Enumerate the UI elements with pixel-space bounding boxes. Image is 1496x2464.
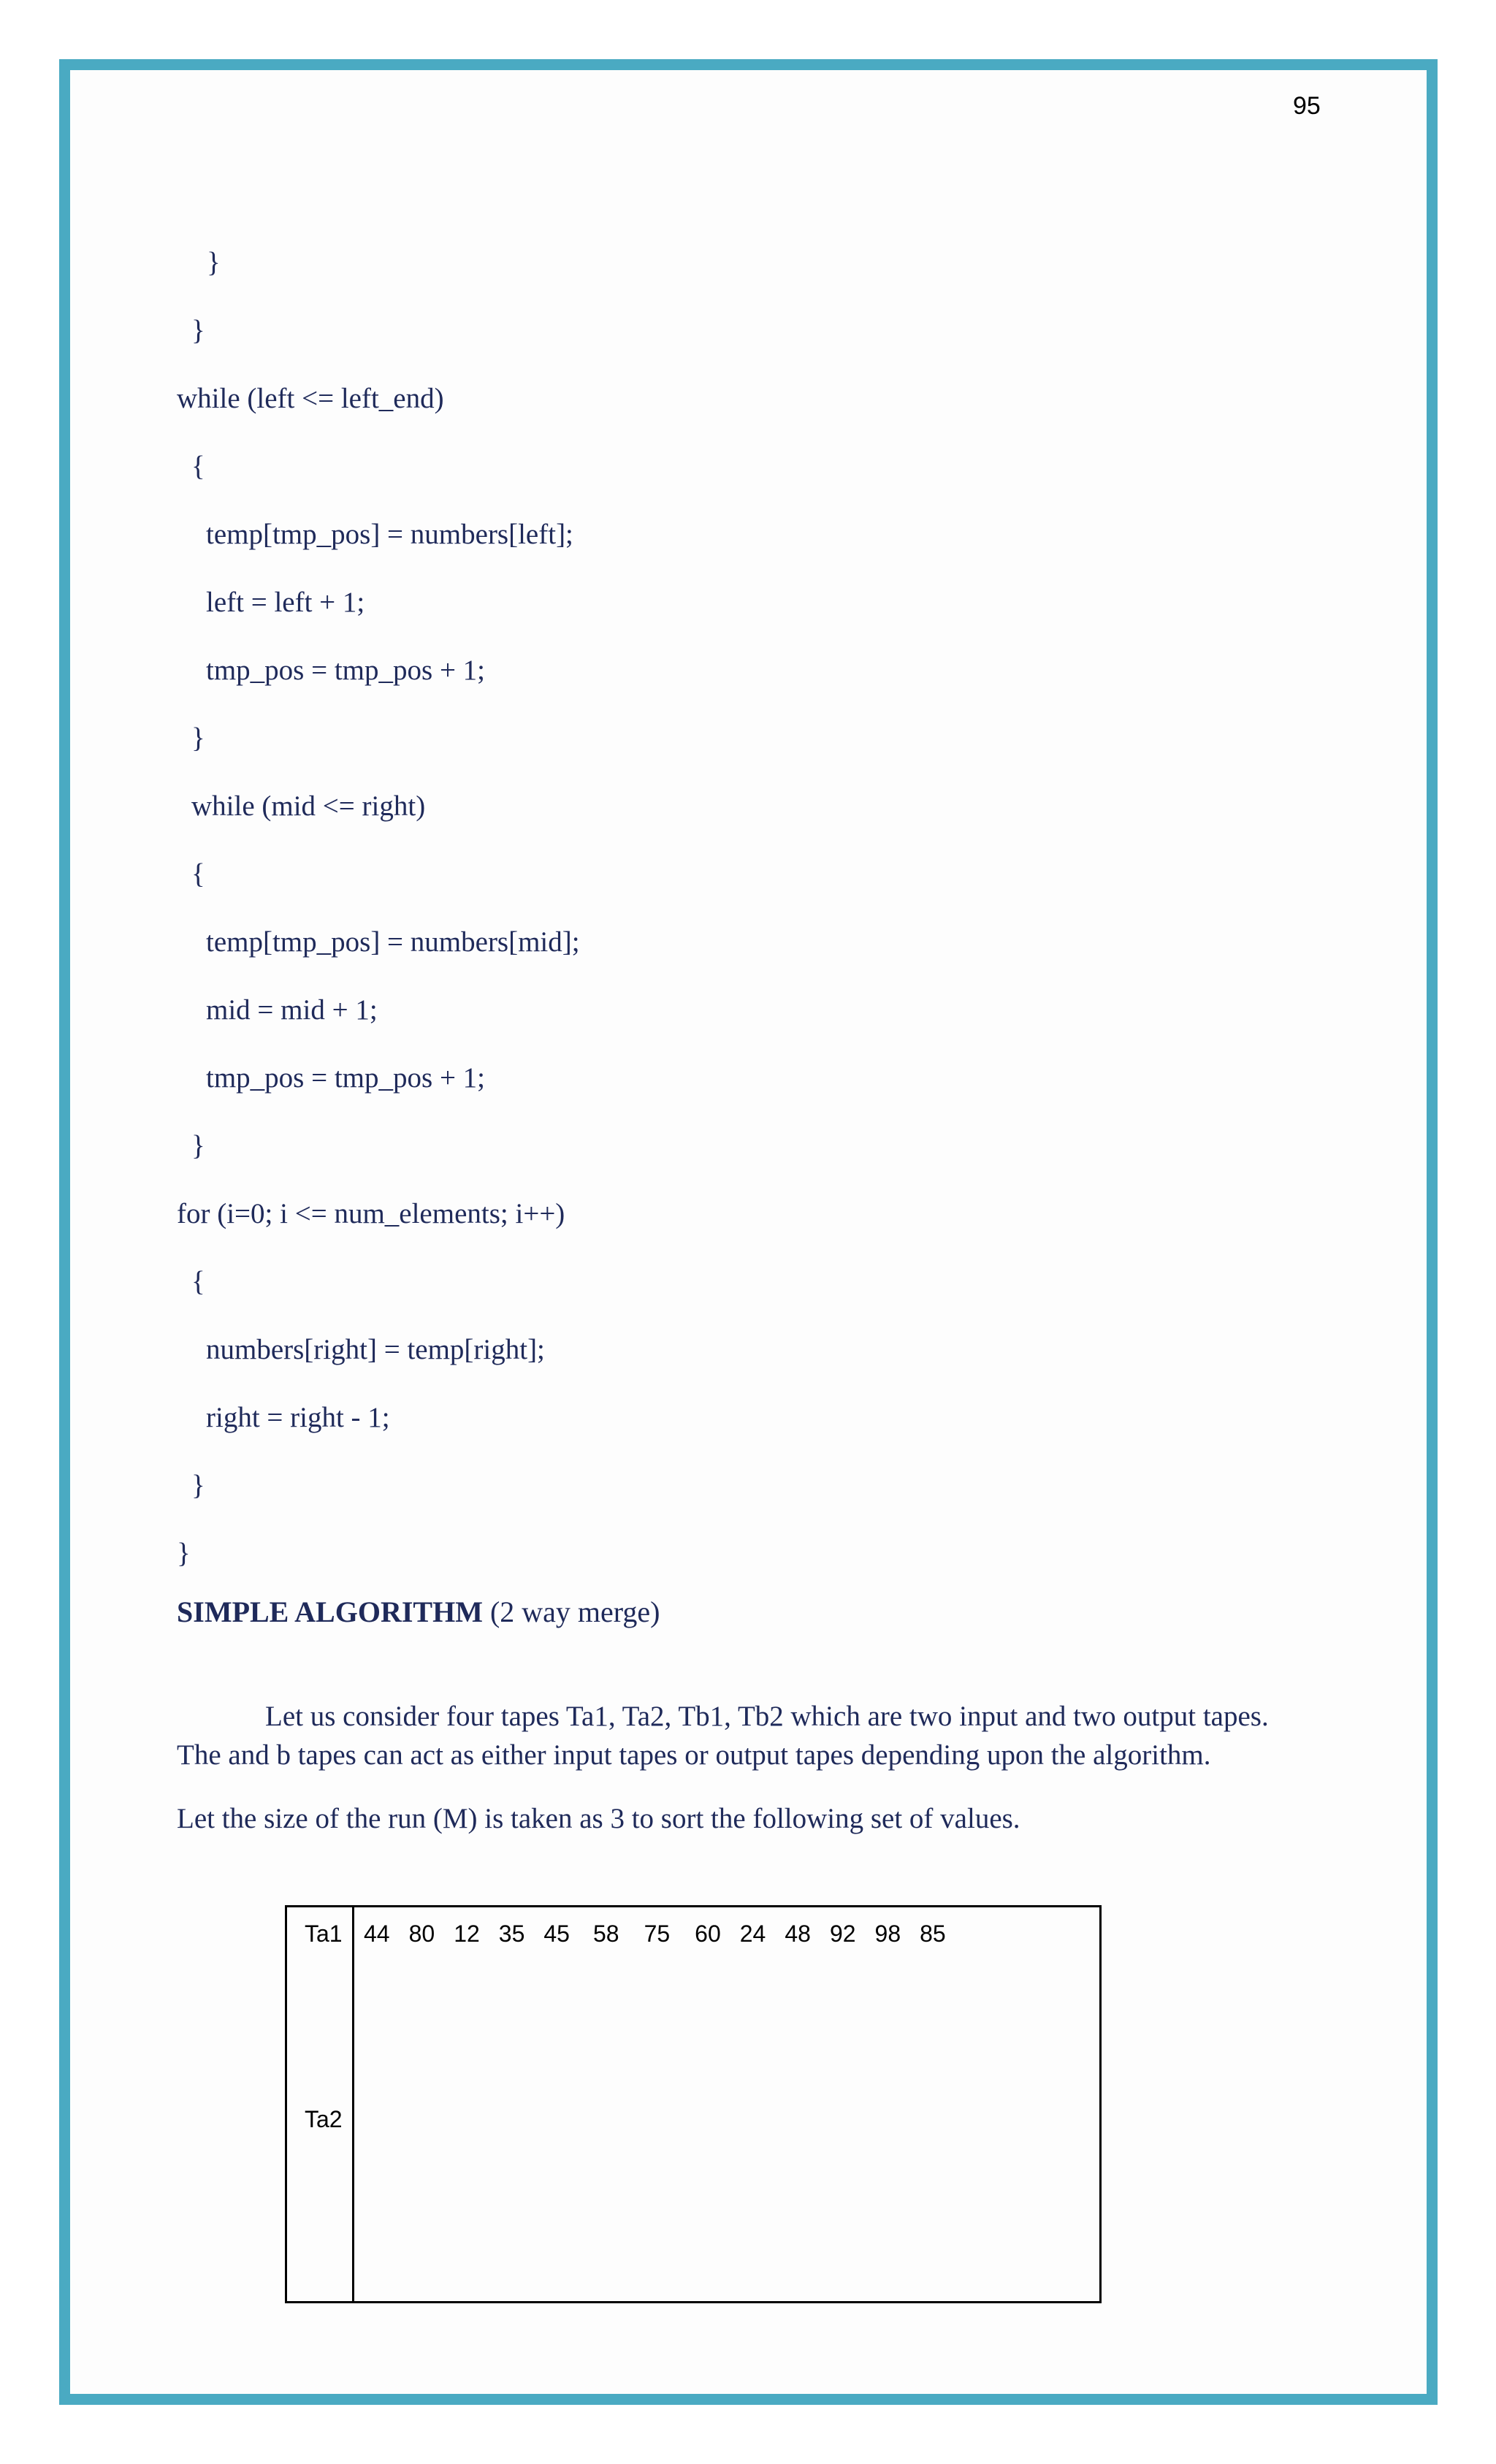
- paragraph-line: Let us consider four tapes Ta1, Ta2, Tb1, Tb2 which are two input and two output tapes.: [265, 1701, 1269, 1732]
- code-line: tmp_pos = tmp_pos + 1;: [206, 655, 486, 686]
- code-line: }: [191, 1470, 205, 1501]
- code-line: {: [191, 1266, 205, 1297]
- tape-value: 98: [874, 1921, 901, 1947]
- code-line: right = right - 1;: [206, 1402, 390, 1433]
- code-line: for (i=0; i <= num_elements; i++): [177, 1198, 565, 1229]
- tape-label-ta2: Ta2: [305, 2106, 343, 2132]
- code-line: mid = mid + 1;: [206, 994, 378, 1026]
- tape-value: 44: [364, 1921, 390, 1947]
- tape-value: 75: [644, 1921, 671, 1947]
- paragraph-line: Let the size of the run (M) is taken as 3 to sort the following set of values.: [177, 1803, 1020, 1834]
- code-line: }: [177, 1538, 191, 1569]
- tape-value: 80: [408, 1921, 435, 1947]
- tape-values-ta1: [364, 1921, 946, 1948]
- tape-value: 12: [454, 1921, 480, 1947]
- tape-divider: [352, 1907, 354, 2301]
- code-line: }: [191, 722, 205, 754]
- tape-value: 60: [695, 1921, 721, 1947]
- tape-value: 58: [592, 1921, 619, 1947]
- code-line: {: [191, 858, 205, 890]
- code-line: }: [191, 315, 205, 346]
- section-title: SIMPLE ALGORITHM: [177, 1595, 483, 1628]
- tape-value: 24: [739, 1921, 766, 1947]
- tape-value: 45: [543, 1921, 570, 1947]
- tape-table: [285, 1905, 1102, 2303]
- code-line: temp[tmp_pos] = numbers[left];: [206, 519, 573, 550]
- tape-value: 85: [920, 1921, 946, 1947]
- code-line: numbers[right] = temp[right];: [206, 1334, 545, 1365]
- page-number: 95: [1293, 92, 1321, 120]
- code-line: {: [191, 451, 205, 482]
- paragraph-line: The and b tapes can act as either input tapes or output tapes depending upon the algorithm.: [177, 1739, 1211, 1771]
- code-line: }: [191, 1130, 205, 1162]
- tape-value: 48: [785, 1921, 811, 1947]
- code-line: while (mid <= right): [191, 790, 426, 822]
- code-line: tmp_pos = tmp_pos + 1;: [206, 1062, 486, 1094]
- section-heading: [177, 1595, 660, 1629]
- code-line: left = left + 1;: [206, 587, 365, 618]
- code-line: while (left <= left_end): [177, 383, 444, 414]
- tape-value: 35: [498, 1921, 525, 1947]
- tape-label-ta1: Ta1: [305, 1921, 343, 1947]
- code-line: }: [207, 247, 221, 278]
- code-line: temp[tmp_pos] = numbers[mid];: [206, 926, 580, 958]
- section-subtitle: (2 way merge): [489, 1595, 660, 1628]
- tape-value: 92: [829, 1921, 856, 1947]
